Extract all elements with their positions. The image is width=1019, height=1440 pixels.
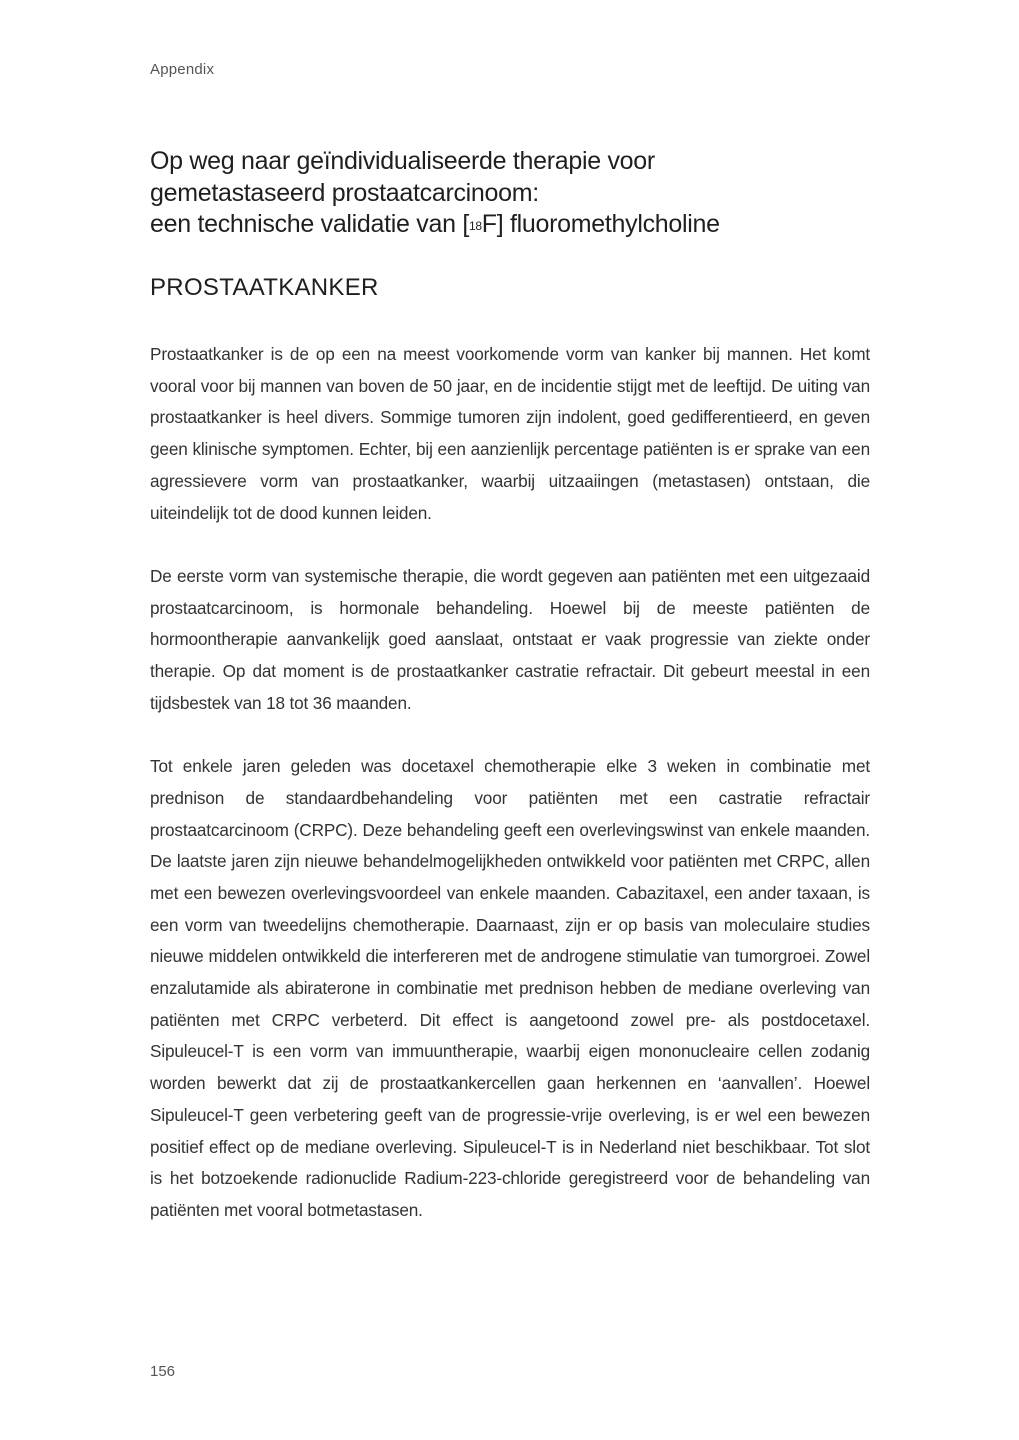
title-line-3 [150, 209, 870, 241]
paragraph-2: De eerste vorm van systemische therapie, die wordt gegeven aan patiënten met een uitgezaaid prostaatcarcinoom, is hormonale behandeling. Hoewel bij de meeste patiënten de hormoontherapie aanvankelijk goed aanslaat, ontstaat er vaak progressie van ziekte onder therapie. Op dat moment is de prostaatkanker castratie refractair. Dit gebeurt meestal in een tijdsbestek van 18 tot 36 maanden. [150, 565, 870, 713]
title-line-3-prefix: een technische validatie van [ [150, 210, 469, 238]
section-heading: PROSTAATKANKER [150, 274, 379, 301]
title-line-3-suffix: F] fluoromethylcholine [481, 210, 720, 238]
chapter-title [150, 146, 870, 241]
title-line-1: Op weg naar geïndividualiseerde therapie voor [150, 147, 655, 175]
body-text [150, 339, 870, 1258]
page-number: 156 [150, 1363, 176, 1380]
running-header: Appendix [150, 61, 215, 78]
paragraph-3: Tot enkele jaren geleden was docetaxel chemotherapie elke 3 weken in combinatie met prednison de standaardbehandeling voor patiënten met een castratie refractair prostaatcarcinoom (CRPC). Deze behandeling geeft een overlevingswinst van enkele maanden. De laatste jaren zijn nieuwe behandelmogelijkheden ontwikkeld voor patiënten met CRPC, allen met een bewezen overlevingsvoordeel van enkele maanden. Cabazitaxel, een ander taxaan, is een vorm van tweedelijns chemotherapie. Daarnaast, zijn er op basis van moleculaire studies nieuwe middelen ontwikkeld die interfereren met de androgene stimulatie van tumorgroei. Zowel enzalutamide als abiraterone in combinatie met prednison hebben de mediane overleving van patiënten met CRPC verbeterd. Dit effect is aangetoond zowel pre- als postdocetaxel. Sipuleucel-T is een vorm van immuuntherapie, waarbij eigen mononucleaire cellen zodanig worden bewerkt dat zij de prostaatkankercellen gaan herkennen en ‘aanvallen’. Hoewel Sipuleucel-T geen verbetering geeft van de progressie-vrije overleving, is er wel een bewezen positief effect op de mediane overleving. Sipuleucel-T is in Nederland niet beschikbaar. Tot slot is het botzoekende radionuclide Radium-223-chloride geregistreerd voor de behandeling van patiënten met vooral botmetastasen. [150, 756, 870, 1220]
paragraph-1: Prostaatkanker is de op een na meest voorkomende vorm van kanker bij mannen. Het komt vooral voor bij mannen van boven de 50 jaar, en de incidentie stijgt met de leeftijd. De uiting van prostaatkanker is heel divers. Sommige tumoren zijn indolent, goed gedifferentieerd, en geven geen klinische symptomen. Echter, bij een aanzienlijk percentage patiënten is er sprake van een agressievere vorm van prostaatkanker, waarbij uitzaaiingen (metastasen) ontstaan, die uiteindelijk tot de dood kunnen leiden. [150, 344, 870, 523]
isotope-superscript: 18 [469, 219, 482, 233]
title-line-2: gemetastaseerd prostaatcarcinoom: [150, 178, 539, 207]
